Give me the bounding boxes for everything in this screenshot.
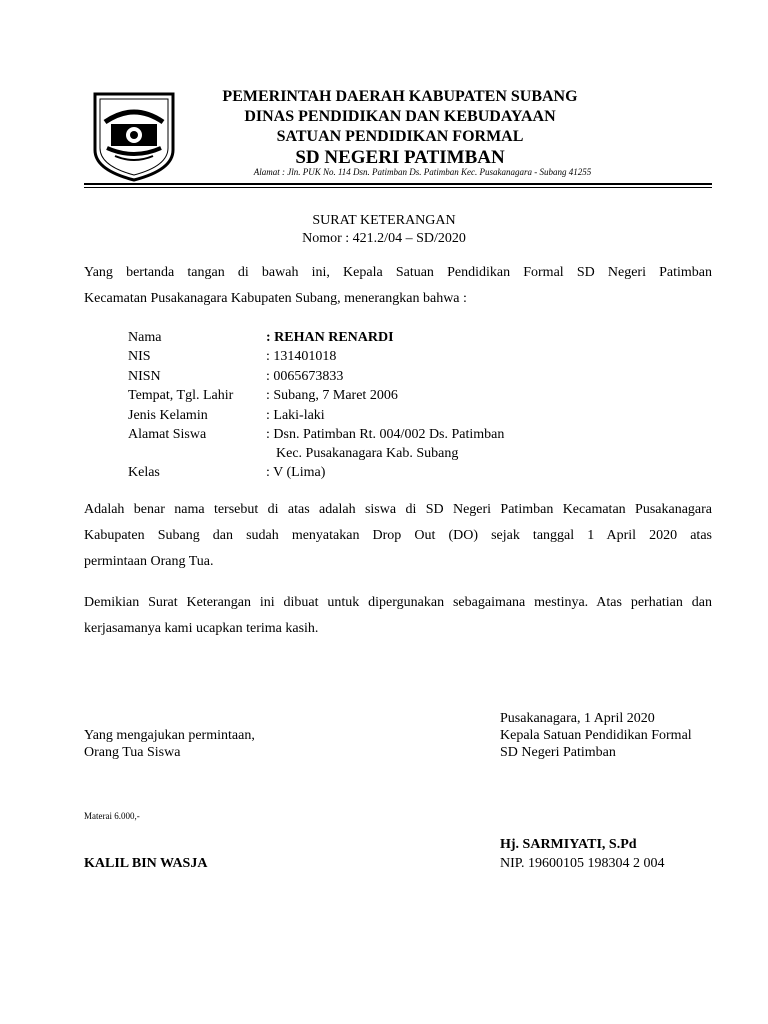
header-divider-thick: [84, 183, 712, 185]
materai-stamp-note: Materai 6.000,-: [84, 811, 140, 821]
body-line-1: Adalah benar nama tersebut di atas adalah siswa di SD Negeri Patimban Kecamatan Pusakanagara: [84, 502, 712, 517]
field-value-nis: : 131401018: [266, 349, 337, 364]
closing-line-2: kerjasamanya kami ucapkan terima kasih.: [84, 621, 319, 636]
field-value-gender: : Laki-laki: [266, 408, 325, 423]
closing-line-1: Demikian Surat Keterangan ini dibuat untuk dipergunakan sebagaimana mestinya. Atas perhatian dan: [84, 595, 712, 610]
principal-nip: NIP. 19600105 198304 2 004: [500, 856, 665, 871]
body-line-3: permintaan Orang Tua.: [84, 554, 214, 569]
intro-paragraph: [84, 260, 712, 312]
intro-line-1: Yang bertanda tangan di bawah ini, Kepala Satuan Pendidikan Formal SD Negeri Patimban: [84, 265, 712, 280]
header-unit-line: SATUAN PENDIDIKAN FORMAL: [276, 128, 524, 145]
letter-number: Nomor : 421.2/04 – SD/2020: [302, 231, 466, 246]
field-label-address: Alamat Siswa: [128, 427, 207, 442]
header-address: Alamat : Jln. PUK No. 114 Dsn. Patimban Ds. Patimban Kec. Pusakanagara - Subang 41255: [253, 167, 592, 177]
field-value-address: : Dsn. Patimban Rt. 004/002 Ds. Patimban: [266, 427, 505, 442]
header-department-line: DINAS PENDIDIKAN DAN KEBUDAYAAN: [244, 108, 556, 125]
header-divider-thin: [84, 187, 712, 188]
body-paragraph: [84, 497, 712, 575]
field-label-birth: Tempat, Tgl. Lahir: [128, 388, 234, 403]
field-label-nis: NIS: [128, 349, 151, 364]
field-label-nisn: NISN: [128, 369, 161, 384]
field-value-nama: : REHAN RENARDI: [266, 330, 394, 345]
field-value-birth: : Subang, 7 Maret 2006: [266, 388, 398, 403]
place-date: Pusakanagara, 1 April 2020: [500, 711, 655, 726]
field-label-gender: Jenis Kelamin: [128, 408, 208, 423]
body-line-2: Kabupaten Subang dan sudah menyatakan Drop Out (DO) sejak tanggal 1 April 2020 atas: [84, 528, 712, 543]
field-label-class: Kelas: [128, 465, 160, 480]
principal-school: SD Negeri Patimban: [500, 745, 616, 760]
closing-paragraph: [84, 590, 712, 642]
field-value-nisn: : 0065673833: [266, 369, 344, 384]
letter-title: SURAT KETERANGAN: [312, 213, 456, 228]
intro-line-2: Kecamatan Pusakanagara Kabupaten Subang, menerangkan bahwa :: [84, 291, 467, 306]
field-label-nama: Nama: [128, 330, 162, 345]
parent-label: Orang Tua Siswa: [84, 745, 181, 760]
field-value-class: : V (Lima): [266, 465, 326, 480]
principal-name: Hj. SARMIYATI, S.Pd: [500, 837, 637, 852]
principal-title: Kepala Satuan Pendidikan Formal: [500, 728, 692, 743]
field-value-address-cont: Kec. Pusakanagara Kab. Subang: [276, 446, 459, 461]
header-school-name: SD NEGERI PATIMBAN: [295, 147, 505, 168]
applicant-label: Yang mengajukan permintaan,: [84, 728, 255, 743]
header-government-line: PEMERINTAH DAERAH KABUPATEN SUBANG: [222, 88, 578, 105]
parent-name: KALIL BIN WASJA: [84, 856, 208, 871]
